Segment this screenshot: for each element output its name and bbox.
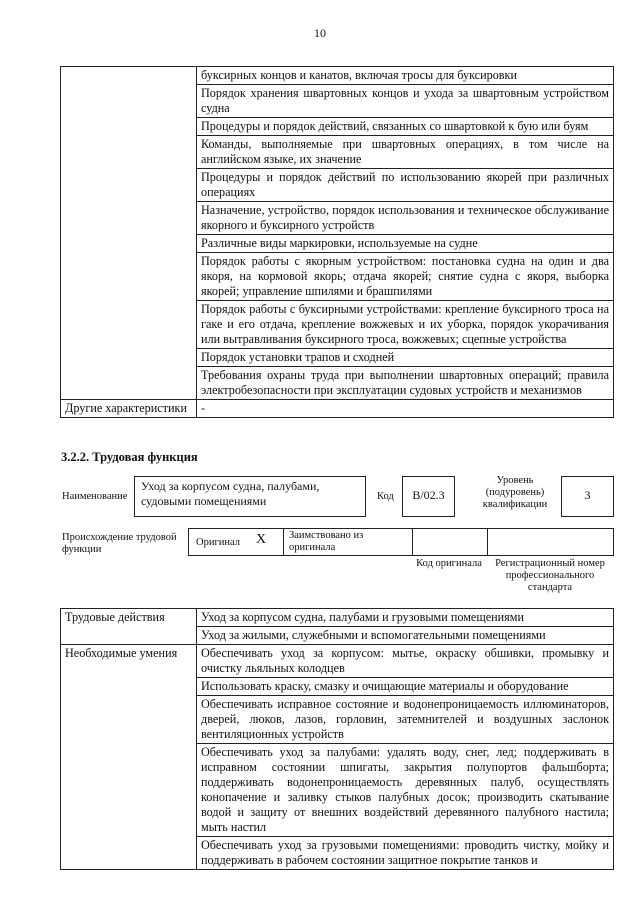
- section-heading: 3.2.2. Трудовая функция: [61, 450, 198, 464]
- original-mark: X: [256, 532, 267, 547]
- other-value: -: [197, 400, 614, 418]
- action-row-text: Уход за жилыми, служебными и вспомогательными помещениями: [197, 627, 614, 645]
- skill-row-label: Необходимые умения: [61, 645, 197, 870]
- skill-row-text: Обеспечивать уход за грузовыми помещениями: проводить чистку, мойку и поддерживать в рабочем состоянии защитное покрытие танков и: [197, 837, 614, 870]
- competency-text: Требования охраны труда при выполнении швартовных операций; правила электробезопасности при эксплуатации судовых устройств и механизмов: [197, 367, 614, 400]
- competency-text: буксирных концов и канатов, включая тросы для буксировки: [197, 67, 614, 85]
- skill-row-text: Обеспечивать уход за корпусом: мытье, окраску обшивки, промывку и очистку льяльных колодцев: [197, 645, 614, 678]
- code-box: [402, 476, 455, 517]
- skill-row-text: Использовать краску, смазку и очищающие материалы и оборудование: [197, 678, 614, 696]
- original-label: Оригинал: [196, 537, 240, 548]
- competency-row: [61, 67, 614, 85]
- reg-number-caption: Регистрационный номер профессионального стандарта: [495, 558, 605, 593]
- competency-table-body: [61, 67, 614, 418]
- page-number: 10: [314, 26, 326, 40]
- level-box: [561, 476, 614, 517]
- competency-text: Назначение, устройство, порядок использования и техническое обслуживание якорного и буксирного устройств: [197, 202, 614, 235]
- function-table-body: [61, 609, 614, 870]
- action-row-text: Уход за корпусом судна, палубами и грузовыми помещениями: [197, 609, 614, 627]
- competency-text: Порядок хранения швартовных концов и ухода за швартовным устройством судна: [197, 85, 614, 118]
- code-value: B/02.3: [412, 488, 445, 502]
- competency-text: Порядок работы с якорным устройством: постановка судна на один и два якоря, на кормовой якорь; отдача якорей; снятие судна с якоря, выборка якорей; управление шпилями и брашпилями: [197, 253, 614, 301]
- competency-table: [60, 66, 614, 418]
- skill-row-text: Обеспечивать исправное состояние и водонепроницаемость иллюминаторов, дверей, люков, лазов, горловин, затемнителей и воздушных заслонок вентиляционных устройств: [197, 696, 614, 744]
- function-name: Уход за корпусом судна, палубами, судовыми помещениями: [141, 479, 320, 508]
- competency-text: Порядок установки трапов и сходней: [197, 349, 614, 367]
- action-row-label: Трудовые действия: [61, 609, 197, 645]
- level-label: Уровень (подуровень) квалификации: [482, 475, 548, 510]
- other-label: Другие характеристики: [61, 400, 197, 418]
- action-row: [61, 609, 614, 627]
- other-row: [61, 400, 614, 418]
- competency-label-cell: [61, 67, 197, 400]
- skill-row-text: Обеспечивать уход за палубами: удалять воду, снег, лед; поддерживать в исправном состоянии шпигаты, закрытия полупортов фальшборта; поддерживать водонепроницаемость деревянных палуб, осуществлять конопачение и заливку стыков палубных досок; производить скатывание водой и защиту от внешних воздействий деревянного палубного настила; мыть настил: [197, 744, 614, 837]
- competency-text: Процедуры и порядок действий по использованию якорей при различных операциях: [197, 169, 614, 202]
- competency-text: Процедуры и порядок действий, связанных со швартовкой к бую или буям: [197, 118, 614, 136]
- origin-label: Происхождение трудовой функции: [62, 532, 177, 555]
- level-value: 3: [584, 488, 591, 502]
- code-original-caption: Код оригинала: [416, 558, 482, 569]
- code-label: Код: [377, 491, 394, 502]
- competency-text: Порядок работы с буксирными устройствами: крепление буксирного троса на гаке и его отдача, крепление вожжевых и их уборка, порядок укорачивания или вытравливания буксирного троса, вожжевых; сцепные устройства: [197, 301, 614, 349]
- borrowed-label: Заимствовано из оригинала: [289, 530, 364, 553]
- name-label: Наименование: [62, 491, 128, 502]
- function-name-box: [134, 476, 366, 517]
- function-table: [60, 608, 614, 870]
- competency-text: Команды, выполняемые при швартовных операциях, в том числе на английском языке, их значение: [197, 136, 614, 169]
- competency-text: Различные виды маркировки, используемые на судне: [197, 235, 614, 253]
- skill-row: [61, 645, 614, 678]
